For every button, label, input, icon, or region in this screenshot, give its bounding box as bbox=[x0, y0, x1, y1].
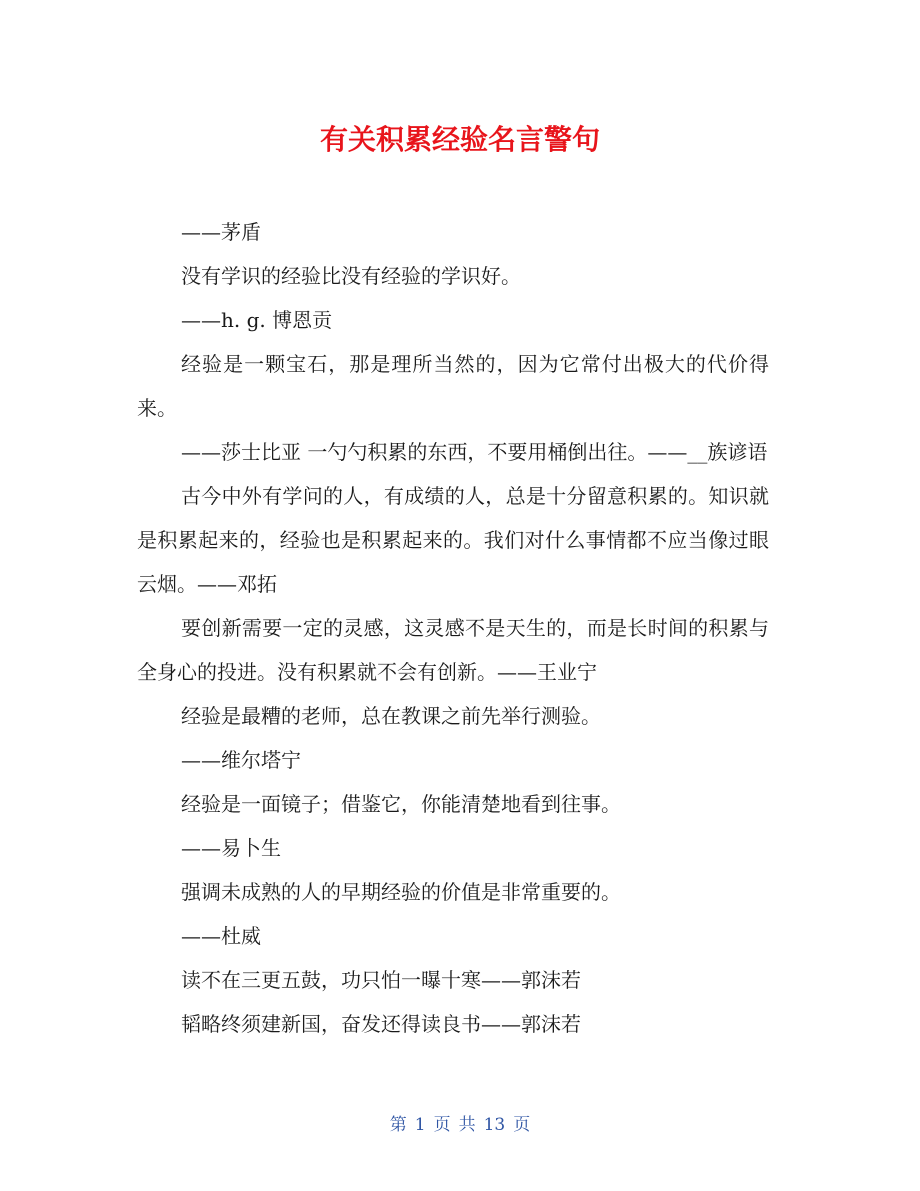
page-footer bbox=[0, 1112, 920, 1138]
total-label: 共 bbox=[458, 1115, 476, 1135]
paragraph: 没有学识的经验比没有经验的学识好。 bbox=[181, 264, 521, 288]
paragraph: ——h. g. 博恩贡 bbox=[181, 308, 333, 332]
paragraph: ——莎士比亚 一勺勺积累的东西，不要用桶倒出往。——__族谚语 bbox=[181, 440, 768, 464]
paragraph: 强调未成熟的人的早期经验的价值是非常重要的。 bbox=[181, 880, 621, 904]
paragraph: 韬略终须建新国，奋发还得读良书——郭沫若 bbox=[181, 1012, 581, 1036]
page-unit: 页 bbox=[433, 1115, 451, 1135]
paragraph: 读不在三更五鼓，功只怕一曝十寒——郭沫若 bbox=[181, 968, 581, 992]
paragraph: 经验是一颗宝石，那是理所当然的，因为它常付出极大的代价得来。 bbox=[137, 352, 769, 420]
paragraph: 经验是一面镜子；借鉴它，你能清楚地看到往事。 bbox=[181, 792, 621, 816]
document-body bbox=[137, 210, 769, 1046]
total-unit: 页 bbox=[513, 1115, 531, 1135]
paragraph: ——茅盾 bbox=[181, 220, 261, 244]
document-title: 有关积累经验名言警句 bbox=[319, 123, 600, 156]
page-number: 1 bbox=[414, 1115, 426, 1135]
paragraph: 古今中外有学问的人，有成绩的人，总是十分留意积累的。知识就是积累起来的，经验也是积累起来的。我们对什么事情都不应当像过眼云烟。——邓拓 bbox=[137, 484, 769, 596]
paragraph: ——易卜生 bbox=[181, 836, 281, 860]
paragraph: 要创新需要一定的灵感，这灵感不是天生的，而是长时间的积累与全身心的投进。没有积累就不会有创新。——王业宁 bbox=[137, 616, 769, 684]
total-pages: 13 bbox=[483, 1115, 506, 1135]
page-label: 第 bbox=[389, 1115, 407, 1135]
paragraph: ——杜威 bbox=[181, 924, 261, 948]
paragraph: ——维尔塔宁 bbox=[181, 748, 301, 772]
paragraph: 经验是最糟的老师，总在教课之前先举行测验。 bbox=[181, 704, 601, 728]
